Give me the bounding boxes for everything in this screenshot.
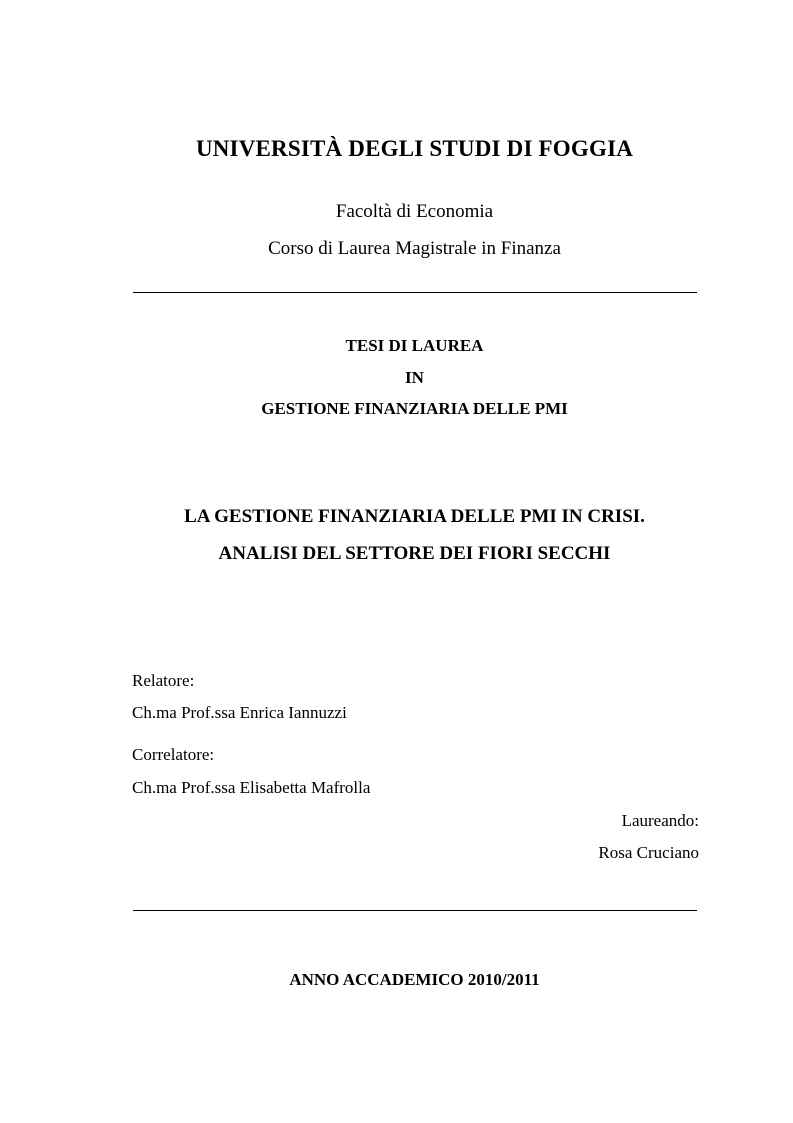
thesis-subject: GESTIONE FINANZIARIA DELLE PMI xyxy=(261,399,568,418)
bottom-divider xyxy=(133,910,697,911)
academic-year: ANNO ACCADEMICO 2010/2011 xyxy=(289,970,540,989)
correlatore-label: Correlatore: xyxy=(132,745,215,764)
faculty-name: Facoltà di Economia xyxy=(335,201,494,222)
top-divider xyxy=(133,292,697,293)
thesis-in-label: IN xyxy=(405,368,424,387)
relatore-label: Relatore: xyxy=(132,671,195,690)
thesis-title-line-2: ANALISI DEL SETTORE DEI FIORI SECCHI xyxy=(218,543,611,564)
relatore-name: Ch.ma Prof.ssa Enrica Iannuzzi xyxy=(132,703,347,722)
laureando-label: Laureando: xyxy=(621,811,699,830)
thesis-type: TESI DI LAUREA xyxy=(345,336,484,355)
course-name: Corso di Laurea Magistrale in Finanza xyxy=(268,238,561,259)
laureando-name: Rosa Cruciano xyxy=(598,843,699,862)
correlatore-name: Ch.ma Prof.ssa Elisabetta Mafrolla xyxy=(132,778,371,797)
thesis-title-line-1: LA GESTIONE FINANZIARIA DELLE PMI IN CRISI. xyxy=(184,506,645,527)
university-name: UNIVERSITÀ DEGLI STUDI DI FOGGIA xyxy=(195,136,634,161)
